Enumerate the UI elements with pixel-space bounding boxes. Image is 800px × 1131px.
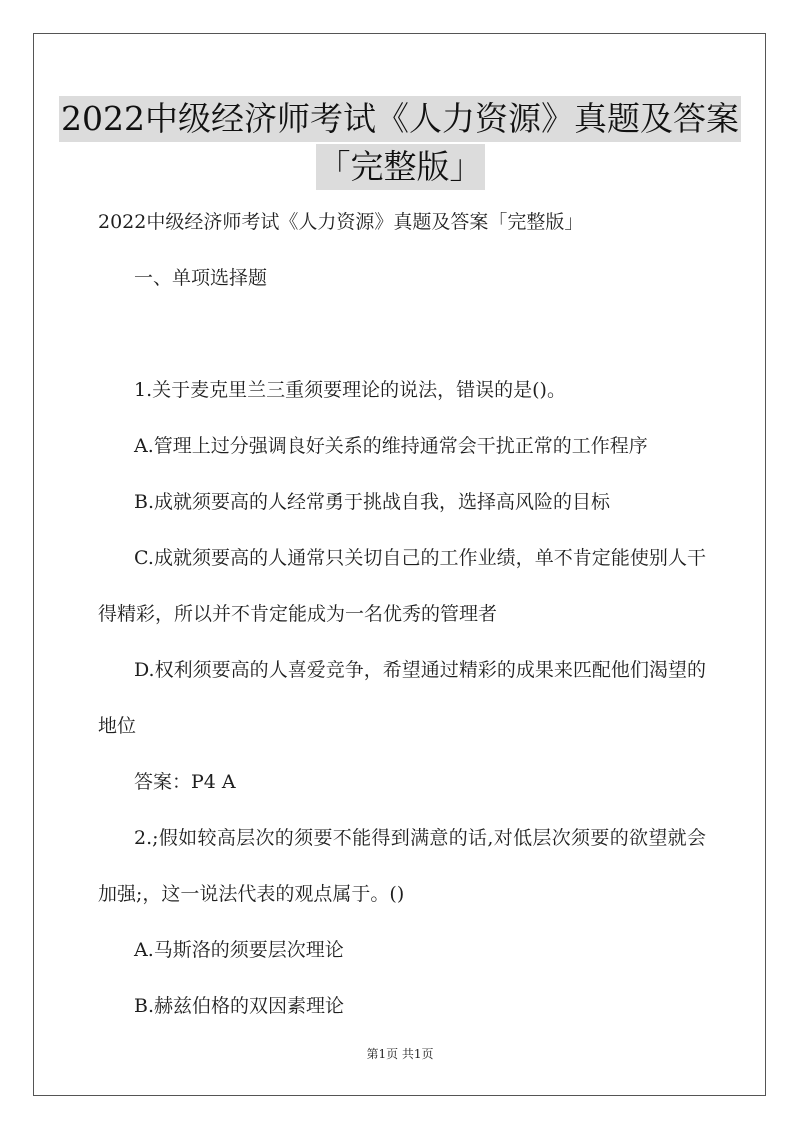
question-2-option-a: A.马斯洛的须要层次理论 xyxy=(134,939,344,961)
question-2-option-b: B.赫兹伯格的双因素理论 xyxy=(134,995,345,1017)
title-line-2: 「完整版」 xyxy=(316,144,485,190)
page-number: 第1页 共1页 xyxy=(366,1047,434,1061)
question-1-option-d: D.权利须要高的人喜爱竞争，希望通过精彩的成果来匹配他们渴望的地位 xyxy=(98,659,706,737)
question-1-answer: 答案：P4 A xyxy=(134,771,236,793)
question-1-option-a: A.管理上过分强调良好关系的维持通常会干扰正常的工作程序 xyxy=(134,435,648,457)
document-subtitle: 2022中级经济师考试《人力资源》真题及答案「完整版」 xyxy=(98,211,584,233)
question-1-option-c: C.成就须要高的人通常只关切自己的工作业绩，单不肯定能使别人干得精彩，所以并不肯定能成为一名优秀的管理者 xyxy=(98,547,706,625)
page-footer xyxy=(0,1045,800,1062)
document-title xyxy=(0,96,800,190)
question-1-option-b: B.成就须要高的人经常勇于挑战自我，选择高风险的目标 xyxy=(134,491,611,513)
section-heading: 一、单项选择题 xyxy=(134,267,268,289)
document-body xyxy=(98,205,706,1020)
question-2-stem: 2.;假如较高层次的须要不能得到满意的话,对低层次须要的欲望就会加强;，这一说法代表的观点属于。() xyxy=(98,827,706,905)
question-1-stem: 1.关于麦克里兰三重须要理论的说法，错误的是()。 xyxy=(134,379,566,401)
title-line-1: 2022中级经济师考试《人力资源》真题及答案 xyxy=(59,96,741,142)
